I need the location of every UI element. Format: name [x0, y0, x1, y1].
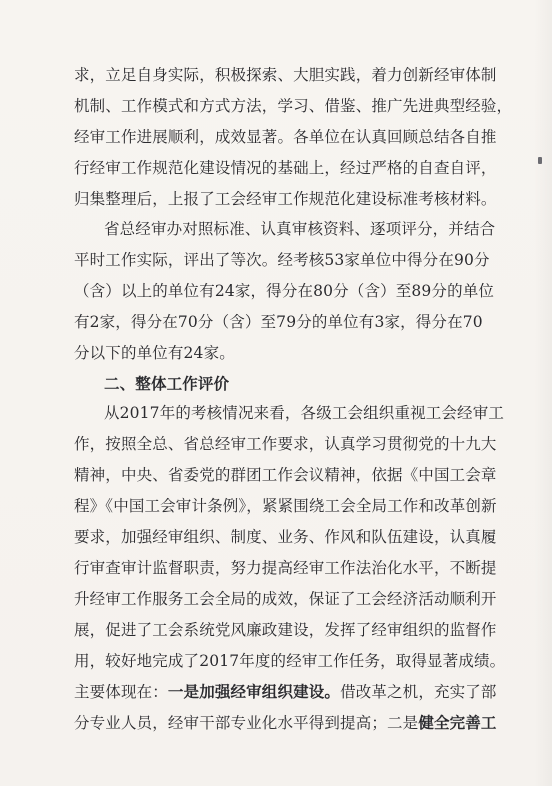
body-line: （含）以上的单位有24家，得分在80分（含）至89分的单位: [74, 282, 495, 300]
body-line: 从2017年的考核情况来看，各级工会组织重视工会经审工: [104, 404, 504, 422]
body-line: 平时工作实际，评出了等次。经考核53家单位中得分在90分: [74, 251, 490, 269]
bold-text-run: 健全完善工: [418, 713, 497, 732]
body-line: 经审工作进展顺利，成效显著。各单位在认真回顾总结各自推: [74, 128, 497, 146]
text-run: 借改革之机，充实了部: [340, 683, 497, 701]
body-line: 展，促进了工会系统党风廉政建设，发挥了经审组织的监督作: [74, 621, 497, 639]
body-line: 分以下的单位有24家。: [74, 344, 235, 362]
body-line: 要求，加强经审组织、制度、业务、作风和队伍建设，认真履: [74, 528, 497, 546]
body-line: [74, 677, 497, 707]
body-line: 省总经审办对照标准、认真审核资料、逐项评分，并结合: [104, 220, 496, 238]
body-line: 程》《中国工会审计条例》，紧紧围绕工会全局工作和改革创新: [74, 497, 497, 515]
body-line: 机制、工作模式和方式方法，学习、借鉴、推广先进典型经验，: [74, 97, 513, 115]
body-line: 作，按照全总、省总经审工作要求，认真学习贯彻党的十九大: [74, 435, 497, 453]
text-run: 主要体现在：: [74, 683, 168, 701]
body-line: 精神，中央、省委党的群团工作会议精神，依据《中国工会章: [74, 466, 497, 484]
body-line: 求，立足自身实际，积极探索、大胆实践，着力创新经审体制: [74, 66, 497, 84]
body-line: 行审查审计监督职责，努力提高经审工作法治化水平，不断提: [74, 559, 497, 577]
bold-text-run: 一是加强经审组织建设。: [167, 682, 341, 701]
body-line: [74, 708, 497, 738]
body-line: 行经审工作规范化建设情况的基础上，经过严格的自查自评，: [74, 159, 497, 177]
section-heading: 二、整体工作评价: [104, 374, 230, 393]
body-line: 有2家，得分在70分（含）至79分的单位有3家，得分在70: [74, 313, 483, 331]
body-line: 用，较好地完成了2017年度的经审工作任务，取得显著成绩。: [74, 652, 506, 670]
body-line: 升经审工作服务工会全局的成效，保证了工会经济活动顺利开: [74, 590, 497, 608]
body-line: 归集整理后，上报了工会经审工作规范化建设标准考核材料。: [74, 190, 497, 208]
text-run: 分专业人员，经审干部专业化水平得到提高；二是: [74, 714, 419, 732]
scan-speck: [538, 157, 542, 164]
